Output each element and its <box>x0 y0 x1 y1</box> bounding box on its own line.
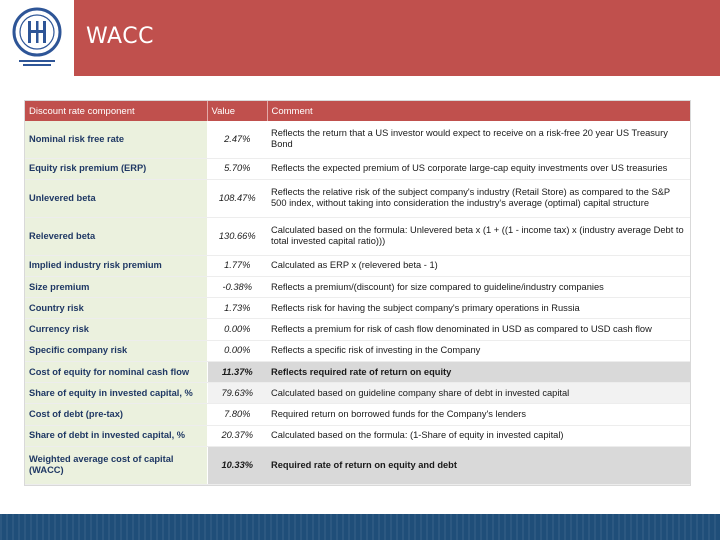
row-comment: Reflects a specific risk of investing in the Company <box>267 340 690 361</box>
header-bar <box>0 0 720 76</box>
row-component: Implied industry risk premium <box>25 255 207 276</box>
row-value: 0.00% <box>207 340 267 361</box>
header-value: Value <box>207 101 267 121</box>
row-component: Cost of debt (pre-tax) <box>25 404 207 425</box>
slide-title: WACC <box>86 24 154 49</box>
row-comment: Calculated based on guideline company share of debt in invested capital <box>267 383 690 404</box>
row-comment: Reflects a premium for risk of cash flow denominated in USD as compared to USD cash flow <box>267 319 690 340</box>
table-row <box>25 361 690 382</box>
row-component: Size premium <box>25 277 207 298</box>
row-component: Currency risk <box>25 319 207 340</box>
row-comment: Calculated based on the formula: (1-Share of equity in invested capital) <box>267 425 690 446</box>
row-component: Country risk <box>25 298 207 319</box>
table-row <box>25 425 690 446</box>
table-row <box>25 121 690 158</box>
row-value: 5.70% <box>207 158 267 179</box>
row-value: 130.66% <box>207 217 267 255</box>
row-component: Weighted average cost of capital (WACC) <box>25 446 207 484</box>
row-value: 79.63% <box>207 383 267 404</box>
row-value: 108.47% <box>207 179 267 217</box>
table-row <box>25 383 690 404</box>
row-value: 7.80% <box>207 404 267 425</box>
row-value: 1.77% <box>207 255 267 276</box>
row-component: Share of debt in invested capital, % <box>25 425 207 446</box>
table-row <box>25 404 690 425</box>
table-row <box>25 319 690 340</box>
row-value: 2.47% <box>207 121 267 158</box>
row-component: Equity risk premium (ERP) <box>25 158 207 179</box>
row-value: 0.00% <box>207 319 267 340</box>
row-component: Cost of equity for nominal cash flow <box>25 361 207 382</box>
row-comment: Required rate of return on equity and debt <box>267 446 690 484</box>
table-row <box>25 277 690 298</box>
row-value: 11.37% <box>207 361 267 382</box>
footer-bar <box>0 514 720 540</box>
table-row <box>25 217 690 255</box>
row-value: -0.38% <box>207 277 267 298</box>
row-comment: Reflects risk for having the subject company's primary operations in Russia <box>267 298 690 319</box>
table-row <box>25 255 690 276</box>
row-comment: Reflects the expected premium of US corporate large-cap equity investments over US treasuries <box>267 158 690 179</box>
row-value: 10.33% <box>207 446 267 484</box>
row-comment: Calculated as ERP x (relevered beta - 1) <box>267 255 690 276</box>
row-comment: Required return on borrowed funds for the Company's lenders <box>267 404 690 425</box>
university-logo <box>0 0 74 76</box>
row-component: Specific company risk <box>25 340 207 361</box>
table-row <box>25 340 690 361</box>
wacc-table <box>24 100 691 486</box>
row-comment: Reflects a premium/(discount) for size compared to guideline/industry companies <box>267 277 690 298</box>
row-comment: Reflects required rate of return on equity <box>267 361 690 382</box>
row-component: Relevered beta <box>25 217 207 255</box>
table-row <box>25 298 690 319</box>
row-comment: Reflects the return that a US investor would expect to receive on a risk-free 20 year US Treasury Bond <box>267 121 690 158</box>
header-comment: Comment <box>267 101 690 121</box>
table-row <box>25 446 690 484</box>
table-row <box>25 158 690 179</box>
row-component: Unlevered beta <box>25 179 207 217</box>
table-row <box>25 179 690 217</box>
row-component: Share of equity in invested capital, % <box>25 383 207 404</box>
row-component: Nominal risk free rate <box>25 121 207 158</box>
row-comment: Calculated based on the formula: Unlevered beta x (1 + ((1 - income tax) x (industry average Debt to total invested capital ratio))) <box>267 217 690 255</box>
logo-emblem-icon <box>9 6 65 70</box>
row-comment: Reflects the relative risk of the subject company's industry (Retail Store) as compared to the S&P 500 index, without taking into consideration the industry's average (optimal) capital structure <box>267 179 690 217</box>
table-header-row <box>25 101 690 121</box>
row-value: 20.37% <box>207 425 267 446</box>
row-value: 1.73% <box>207 298 267 319</box>
header-component: Discount rate component <box>25 101 207 121</box>
